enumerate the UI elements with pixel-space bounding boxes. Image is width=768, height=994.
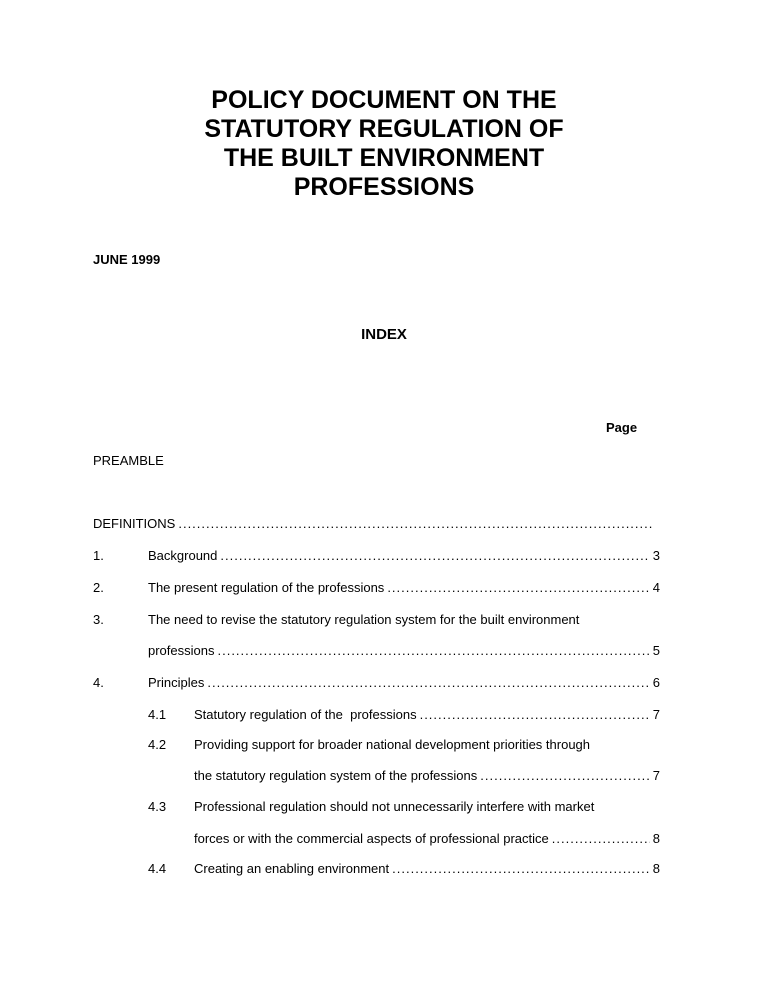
dot-leader [420, 707, 650, 723]
toc-preamble: PREAMBLE [93, 453, 164, 468]
toc-number: 4.1 [148, 707, 167, 722]
toc-entry-need-to-revise[interactable] [148, 643, 660, 659]
toc-entry-text: forces or with the commercial aspects of professional practice [194, 831, 549, 846]
dot-leader [207, 675, 649, 691]
toc-entry-national-priorities-line-1[interactable]: Providing support for broader national development priorities through [194, 737, 591, 752]
dot-leader [220, 548, 649, 564]
toc-number: 3. [93, 612, 104, 627]
toc-number: 4.2 [148, 737, 167, 752]
dot-leader [552, 831, 650, 847]
toc-entry-text: Principles [148, 675, 205, 690]
toc-page-number: 6 [652, 675, 660, 690]
toc-page-number: 5 [652, 643, 660, 658]
toc-entry-text: DEFINITIONS [93, 516, 176, 531]
toc-page-number: 4 [652, 580, 660, 595]
toc-number: 4. [93, 675, 104, 690]
toc-entry-need-to-revise-line-1[interactable]: The need to revise the statutory regulation system for the built environment [148, 612, 580, 627]
toc-entry-national-priorities[interactable] [194, 768, 660, 784]
toc-entry-principles[interactable] [148, 675, 660, 691]
toc-entry-text: Statutory regulation of the professions [194, 707, 417, 722]
toc-entry-market-forces-line-1[interactable]: Professional regulation should not unnecessarily interfere with market [194, 799, 595, 814]
toc-number: 4.4 [148, 861, 167, 876]
dot-leader [387, 580, 649, 596]
toc-page-number: 8 [652, 861, 660, 876]
toc-page-number: 7 [652, 768, 660, 783]
toc-number: 2. [93, 580, 104, 595]
toc-entry-statutory-regulation[interactable] [194, 707, 660, 723]
toc-page-number: 8 [652, 831, 660, 846]
toc-entry-market-forces[interactable] [194, 831, 660, 847]
title-line-1: POLICY DOCUMENT ON THE [211, 86, 557, 114]
dot-leader [392, 861, 650, 877]
toc-entry-present-regulation[interactable] [148, 580, 660, 596]
toc-entry-text: Creating an enabling environment [194, 861, 390, 876]
toc-entry-enabling-environment[interactable] [194, 861, 660, 877]
toc-entry-definitions[interactable] [93, 516, 656, 532]
index-heading: INDEX [361, 326, 407, 343]
dot-leader [217, 643, 649, 659]
toc-entry-text: Background [148, 548, 218, 563]
toc-entry-text: professions [148, 643, 215, 658]
document-title [0, 86, 768, 202]
document-date: JUNE 1999 [93, 252, 161, 267]
dot-leader [480, 768, 650, 784]
dot-leader [178, 516, 653, 532]
title-line-3: THE BUILT ENVIRONMENT [223, 144, 545, 172]
toc-number: 4.3 [148, 799, 167, 814]
toc-page-number: 3 [652, 548, 660, 563]
title-line-4: PROFESSIONS [293, 173, 475, 201]
page-column-label: Page [606, 420, 638, 435]
toc-number: 1. [93, 548, 104, 563]
toc-entry-text: The present regulation of the professions [148, 580, 385, 595]
toc-entry-text: the statutory regulation system of the professions [194, 768, 478, 783]
toc-entry-background[interactable] [148, 548, 660, 564]
toc-page-number: 7 [652, 707, 660, 722]
title-line-2: STATUTORY REGULATION OF [204, 115, 564, 143]
